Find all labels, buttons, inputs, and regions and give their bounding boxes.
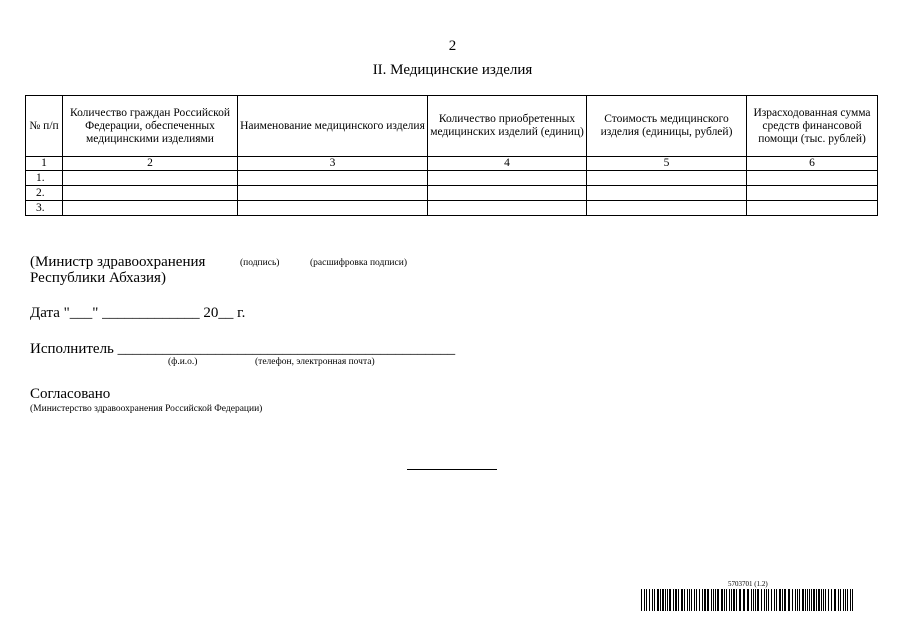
table-cell: [428, 186, 587, 201]
table-cell: [428, 171, 587, 186]
minister-title-line2: Республики Абхазия): [30, 270, 166, 286]
table-cell: [238, 171, 428, 186]
table-cell: 3.: [26, 201, 63, 216]
page-number: 2: [448, 38, 457, 54]
table-cell: [587, 171, 747, 186]
fio-caption: (ф.и.о.): [168, 357, 198, 367]
signature-caption: (подпись): [240, 258, 280, 268]
signature-decode-caption: (расшифровка подписи): [310, 258, 407, 268]
table-cell: [63, 171, 238, 186]
table-cell: [587, 201, 747, 216]
table-cell: [238, 201, 428, 216]
table-cell: [747, 201, 878, 216]
column-number-row: [26, 157, 878, 171]
table-cell: [747, 186, 878, 201]
header-device-name: Наименование медицинского изделия: [238, 96, 428, 157]
table-cell: [587, 186, 747, 201]
table-cell: 2.: [26, 186, 63, 201]
barcode-icon: [641, 589, 855, 611]
column-number: 1: [26, 157, 63, 171]
barcode-number: 5703701 (1.2): [728, 580, 768, 588]
table-cell: [63, 201, 238, 216]
header-citizens-count: Количество граждан Российской Федерации, обеспеченных медицинскими изделиями: [63, 96, 238, 157]
contact-caption: (телефон, электронная почта): [255, 357, 375, 367]
table-row: [26, 186, 878, 201]
table-cell: 1.: [26, 171, 63, 186]
table-cell: [63, 186, 238, 201]
header-row-number: № п/п: [26, 96, 63, 157]
executor-line: Исполнитель _____________________________________________: [30, 341, 456, 357]
section-title: II. Медицинские изделия: [372, 62, 533, 78]
table-row: [26, 201, 878, 216]
separator-line: [407, 469, 497, 470]
table-row: [26, 171, 878, 186]
agreed-label: Согласовано: [30, 386, 111, 402]
minister-title-line1: (Министр здравоохранения: [30, 254, 206, 270]
table-cell: [428, 201, 587, 216]
column-number: 2: [63, 157, 238, 171]
agreed-caption: (Министерство здравоохранения Российской Федерации): [30, 404, 263, 414]
medical-devices-table: [25, 95, 878, 216]
table-cell: [747, 171, 878, 186]
date-line: Дата "___" _____________ 20__ г.: [30, 305, 246, 321]
column-number: 4: [428, 157, 587, 171]
column-number: 5: [587, 157, 747, 171]
header-amount-spent: Израсходованная сумма средств финансовой помощи (тыс. рублей): [747, 96, 878, 157]
table-header-row: [26, 96, 878, 157]
column-number: 6: [747, 157, 878, 171]
column-number: 3: [238, 157, 428, 171]
header-devices-purchased: Количество приобретенных медицинских изделий (единиц): [428, 96, 587, 157]
table-cell: [238, 186, 428, 201]
header-device-cost: Стоимость медицинского изделия (единицы, рублей): [587, 96, 747, 157]
